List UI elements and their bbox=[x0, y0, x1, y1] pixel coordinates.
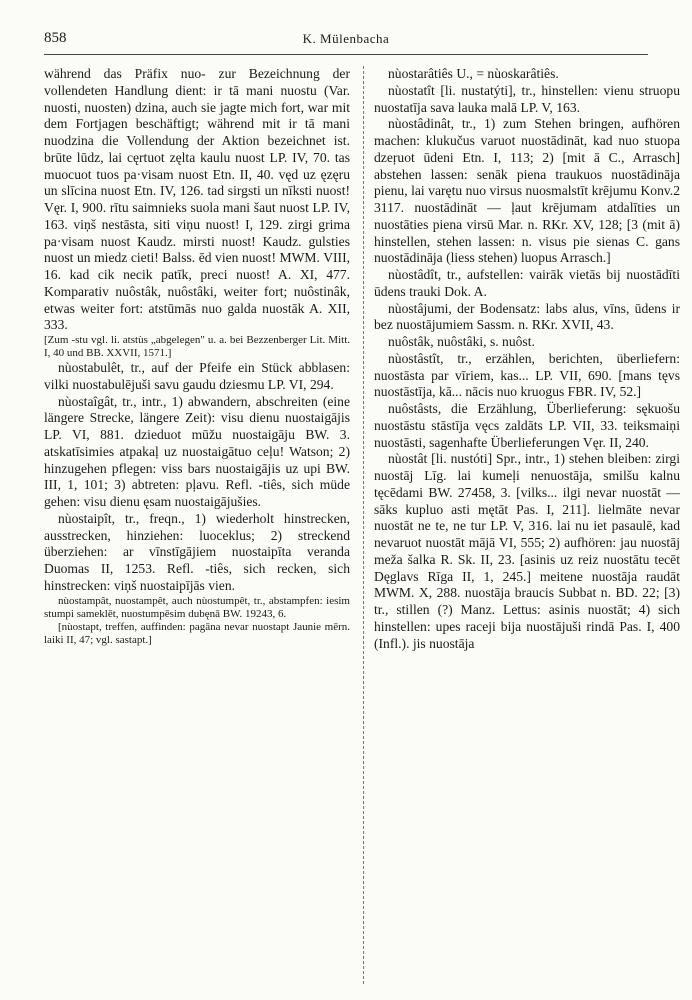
running-head: K. Mülenbacha bbox=[302, 31, 390, 46]
entry-nuostaigat: nùostaîgât, tr., intr., 1) abwandern, abschreiten (eine längere Strecke, längere Zeit): visu dienu nuostaigājis LP. VI, 881. dzieduot mūžu nuostaigāju BW. 3. atskatīsimies atpakaļ uz nuostaigātuo ceļu! Watson; 2) hinzugehen pflegen: viss bars nuostaigājis uz upi BW. III, 1, 101; 3) abtreten: pļavu. Refl. -tiês, sich müde gehen: visu dienu ęsam nuostaigājušies. bbox=[44, 393, 350, 509]
entry-nuostasts: nuôstâsts, die Erzählung, Überlieferung: sękuošu nuostāstu stāstīja vęcs zaldāts LP. VII, 33. teiksmaiņi nuostāsti, sagenhafte Überlieferungen Vęr. II, 240. bbox=[374, 401, 680, 450]
entry-nuostak: nuôstâk, nuôstâki, s. nuôst. bbox=[388, 334, 535, 349]
entry-nuostadit: nùostâdît, tr., aufstellen: vairāk vietās bij nuostādīti ūdens trauki Dok. A. bbox=[374, 267, 680, 299]
column-separator bbox=[363, 66, 364, 984]
entry-nuostabulet: nùostabulêt, tr., auf der Pfeife ein Stück abblasen: vilki nuostabulējuši savu gaudu dziesmu LP. VI, 294. bbox=[44, 360, 350, 392]
left-column bbox=[44, 66, 350, 986]
entry-nuostapt: [nùostapt, treffen, auffinden: pagāna nevar nuostapt Jaunie mērn. laiki II, 47; vgl. sastapt.] bbox=[44, 620, 350, 646]
entry-nuostatit: nùostatît [li. nustatýti], tr., hinstellen: vienu struopu nuostatīja sava lauka malā LP. V, 163. bbox=[374, 82, 680, 115]
entry-nuostaraties: nùostarâtiês U., = nùoskarâtiês. bbox=[388, 66, 559, 81]
right-column bbox=[374, 66, 680, 986]
entry-nuostajumi: nùostâjumi, der Bodensatz: labs alus, vīns, ūdens ir bez nuostājumiem Sassm. n. RKr. XVII, 43. bbox=[374, 300, 680, 333]
entry-nuostastit: nùostâstît, tr., erzählen, berichten, überliefern: nuostāsta par vīriem, kas... LP. VII, 690. [mans tęvs nuostāstīja, kā... nācis nuo kruogus FBR. IV, 52.] bbox=[374, 350, 680, 400]
page-header bbox=[44, 30, 648, 52]
entry-nuostampat: nùostampât, nuostampêt, auch nùostumpêt, tr., abstampfen: iesim stumpi sameklēt, nuostumpēsim dubęnā BW. 19243, 6. bbox=[44, 594, 350, 620]
entry-nuostadinat: nùostâdinât, tr., 1) zum Stehen bringen, aufhören machen: klukučus varuot nuostādināt, kad nuo stuopa dzeŗuot ūdeni Etn. I, 113; 2) [mit ā C., Arrasch] abstehen lassen: senāk piena traukuos nuostādināja pienu, lai varętu nuo virsus nuosmalstīt krējumu Konv.2 3117. nuostādināt — ļaut krējumam atdalīties un nuostāties piena virsū Mar. n. RKr. XV, 128; [3 (mit ā) hinstellen, stehen lassen: n. visus pie sienas C. gans nuostādināja (liess stehen) luopus Arrasch.] bbox=[374, 116, 680, 266]
header-rule bbox=[44, 54, 648, 55]
page-number: 858 bbox=[44, 30, 67, 46]
entry-nuostaipit: nùostaipît, tr., freqn., 1) wiederholt hinstrecken, ausstrecken, hinziehen: luoceklus; 2) streckend überziehen: ar vīnstīgājiem nuostaipīta veranda Duomas II, 1253. Refl. -tiês, sich recken, sich hinstrecken: viņš nuostaipījās vien. bbox=[44, 510, 350, 593]
entry-nuostat: nùostât [li. nustóti] Spr., intr., 1) stehen bleiben: zirgi nuostāj Līg. lai kumeļi nenuostāja, smilšu kalnu tęcēdami BW. 27458, 3. [vilks... ilgi nevar nuostāt — sāks kupluo asti mętāt Pas. I, 211]. lielmāte nevar nuostāt ne te, ne tur LP. V, 316. lai nu iet pasaulē, kad nevaruot nuostāt mājā VI, 555; 2) aufhören: jau nuostāj meža šalka R. Sk. II, 23. [asinis uz reiz nuostātu tecēt Dęglavs Rīga II, 1, 245.] meitene nuostāja raudāt MWM. X, 288. nuostāja braucis Subbat n. BD. 22; [3) tr., stillen (?) Manz. Lettus: asinis nuostāt; 4) sich hinstellen: upes raceji bija nuostājuši rindā Pas. I, 400 (Infl.). jis nuostāja bbox=[374, 451, 680, 651]
left-note-1: [Zum -stu vgl. li. atstùs „abgelegen" u. a. bei Bezzenberger Lit. Mitt. I, 40 und BB. XXVII, 1571.] bbox=[44, 334, 350, 359]
left-paragraph-1: während das Präfix nuo- zur Bezeichnung der vollendeten Handlung dient: ir tā mani nuostu (Var. nuosti, nuosten) dzina, auch sie jagte mich fort, war mit dem Fortjagen beschäftigt; während mit ir tā mani nuodzina die Vollendung der Aktion bezeichnet ist. brūte lūdz, lai cęrtuot zęlta kaulu nuost LP. IV, 70. tas muocuot tuos pa·visam nuost Etn. II, 40. vęd uz ęzęru un slīcina nuost Etn. IV, 126. tad sirgsti un nīksti nuost! Vęr. I, 900. rītu saimnieks suola mani šaut nuost LP. IV, 163. viņš nestāsta, siti viņu nuost! I, 129. zirgi grima pa·visam nuost Kaudz. mirsti nuost! Kaudz. gulsties nuost un miedz cieti! Balss. ēd vien nuost! MWM. VIII, 16. kad cik necik patīk, preci nuost! A. XI, 477. Komparativ nuôstâk, nuôstâki, weiter fort; nuôstinâk, etwas weiter fort: atstūmās nuo galda nuostāk A. XII, 333. bbox=[44, 66, 350, 333]
